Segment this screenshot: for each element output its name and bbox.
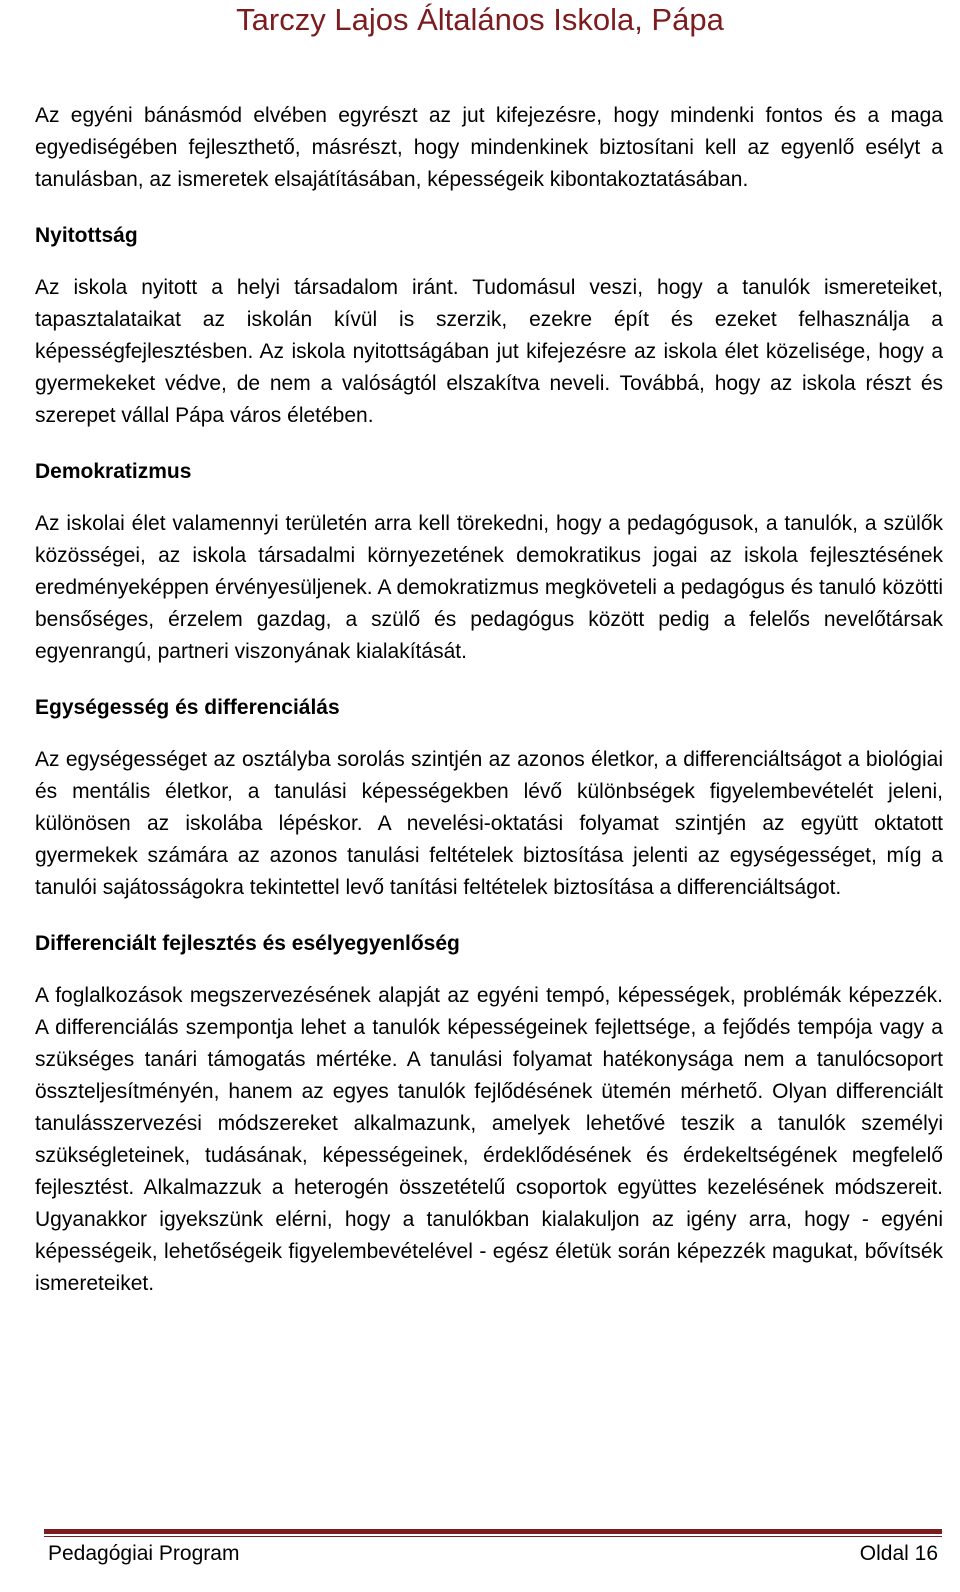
section-heading-demokratizmus: Demokratizmus — [35, 460, 192, 483]
page-header-title: Tarczy Lajos Általános Iskola, Pápa — [236, 2, 724, 37]
section-heading-differencialt-fejlesztes: Differenciált fejlesztés és esélyegyenlőség — [35, 932, 460, 955]
section-heading-nyitottsag: Nyitottság — [35, 224, 138, 247]
section-paragraph-nyitottsag: Az iskola nyitott a helyi társadalom iránt. Tudomásul veszi, hogy a tanulók ismereteiket, tapasztalataikat az iskolán kívül is szerzik, ezekre épít és ezeket felhasználja a képességfejlesztésben. Az iskola nyitottságában jut kifejezésre az iskola élet közelisége, hogy a gyermekeket védve, de nem a valóságtól elszakítva neveli. Továbbá, hogy az iskola részt és szerepet vállal Pápa város életében. — [35, 276, 943, 427]
footer-rule-thick — [44, 1529, 942, 1534]
intro-paragraph: Az egyéni bánásmód elvében egyrészt az jut kifejezésre, hogy mindenki fontos és a maga egyediségében fejleszthető, másrészt, hogy mindenkinek biztosítani kell az egyenlő esélyt a tanulásban, az ismeretek elsajátításában, képességeik kibontakoztatásában. — [35, 104, 943, 191]
footer-page-number: Oldal 16 — [859, 1542, 938, 1565]
section-heading-egysegesseg: Egységesség és differenciálás — [35, 696, 340, 719]
section-paragraph-demokratizmus: Az iskolai élet valamennyi területén arra kell törekedni, hogy a pedagógusok, a tanulók, a szülők közösségei, az iskola társadalmi környezetének demokratikus jogai az iskola fejlesztésének eredményeképpen érvényesüljenek. A demokratizmus megköveteli a pedagógus és tanuló közötti bensőséges, érzelem gazdag, a szülő és pedagógus között pedig a felelős nevelőtársak egyenrangú, partneri viszonyának kialakítását. — [35, 512, 943, 663]
document-body — [35, 100, 943, 1300]
footer-rule-thin — [44, 1536, 942, 1537]
section-paragraph-egysegesseg: Az egységességet az osztályba sorolás szintjén az azonos életkor, a differenciáltságot a biológiai és mentális életkor, a tanulási képességekben lévő különbségek figyelembevételét jeleni, különösen az iskolába lépéskor. A nevelési-oktatási folyamat szintjén az együtt oktatott gyermekek számára az azonos tanulási feltételek biztosítása jelenti az egységességet, míg a tanulói sajátosságokra tekintettel levő tanítási feltételek biztosítása a differenciáltságot. — [35, 748, 943, 899]
footer-document-name: Pedagógiai Program — [48, 1542, 240, 1565]
section-paragraph-differencialt-fejlesztes: A foglalkozások megszervezésének alapját az egyéni tempó, képességek, problémák képezzék. A differenciálás szempontja lehet a tanulók képességeinek fejlettsége, a fejődés tempója vagy a szükséges tanári támogatás mértéke. A tanulási folyamat hatékonysága nem a tanulócsoport összteljesítményén, hanem az egyes tanulók fejlődésének ütemén mérhető. Olyan differenciált tanulásszervezési módszereket alkalmazunk, amelyek lehetővé teszik a tanulók személyi szükségleteinek, tudásának, képességeinek, érdeklődésének és érdekeltségének megfelelő fejlesztést. Alkalmazzuk a heterogén összetételű csoportok együttes kezelésének módszereit. Ugyanakkor igyekszünk elérni, hogy a tanulókban kialakuljon az igény arra, hogy - egyéni képességeik, lehetőségeik figyelembevételével - egész életük során képezzék magukat, bővítsék ismereteiket. — [35, 984, 943, 1295]
